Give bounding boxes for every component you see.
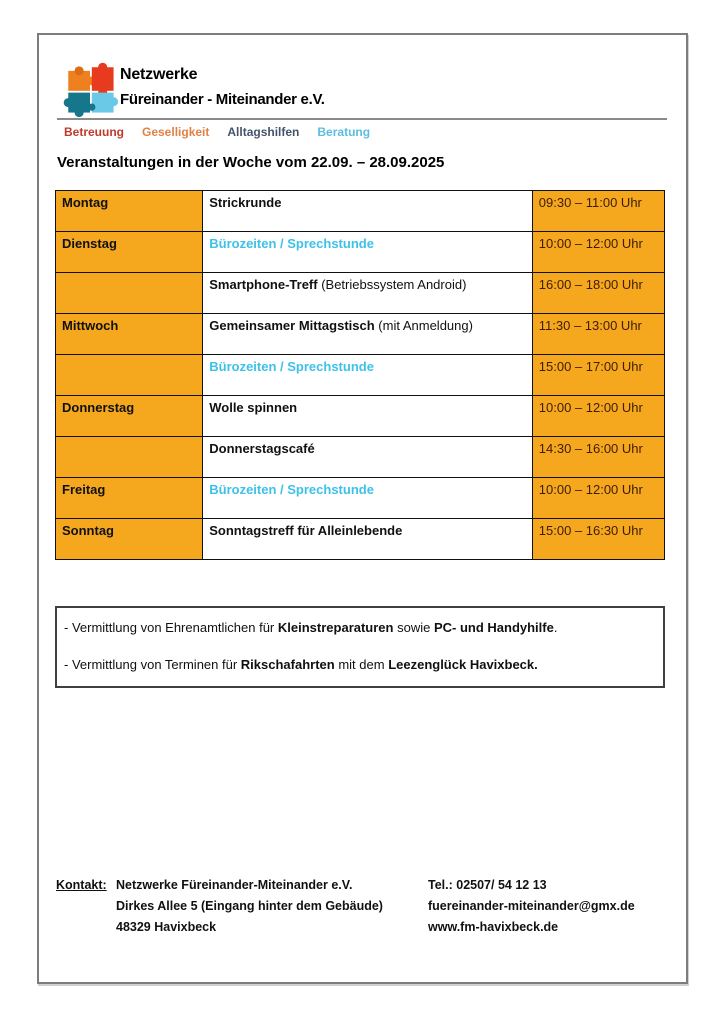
event-cell <box>203 519 533 560</box>
day-cell <box>56 396 203 437</box>
time-label: 16:00 – 18:00 Uhr <box>538 277 643 292</box>
info-text: mit dem <box>334 657 389 672</box>
event-note: (mit Anmeldung) <box>374 318 473 333</box>
day-cell <box>56 519 203 560</box>
event-label: Donnerstagscafé <box>209 441 315 456</box>
info-text-bold: PC- und Handyhilfe <box>433 620 554 635</box>
info-line-2 <box>64 657 656 672</box>
day-label: Mittwoch <box>62 318 119 333</box>
header-divider <box>57 118 667 120</box>
event-cell <box>203 437 533 478</box>
time-cell <box>532 232 664 273</box>
contact-website[interactable]: www.fm-havixbeck.de <box>428 920 559 934</box>
day-cell <box>56 437 203 478</box>
event-cell <box>203 273 533 314</box>
event-label: Bürozeiten / Sprechstunde <box>209 236 374 251</box>
nav-bar <box>64 125 370 139</box>
event-label: Bürozeiten / Sprechstunde <box>209 359 374 374</box>
event-cell <box>203 396 533 437</box>
event-label: Gemeinsamer Mittagstisch <box>209 318 375 333</box>
time-label: 09:30 – 11:00 Uhr <box>538 195 642 210</box>
nav-item-geselligkeit[interactable]: Geselligkeit <box>142 125 210 139</box>
contact-email[interactable]: fuereinander-miteinander@gmx.de <box>428 899 635 913</box>
time-label: 11:30 – 13:00 Uhr <box>538 318 642 333</box>
contact-label: Kontakt: <box>56 878 107 892</box>
nav-item-beratung[interactable]: Beratung <box>317 125 371 139</box>
event-cell <box>203 314 533 355</box>
contact-street: Dirkes Allee 5 (Eingang hinter dem Gebäude) <box>116 899 383 913</box>
day-cell <box>56 478 203 519</box>
contact-details <box>428 875 635 938</box>
day-label: Donnerstag <box>62 400 135 415</box>
time-label: 15:00 – 16:30 Uhr <box>538 523 643 538</box>
table-row <box>56 232 665 273</box>
time-cell <box>532 396 664 437</box>
info-line-1 <box>64 620 656 635</box>
time-label: 10:00 – 12:00 Uhr <box>538 400 643 415</box>
time-cell <box>532 478 664 519</box>
info-text-bold: Rikschafahrten <box>240 657 335 672</box>
time-cell <box>532 314 664 355</box>
weekly-schedule-table <box>55 190 665 560</box>
table-row <box>56 396 665 437</box>
event-label: Bürozeiten / Sprechstunde <box>209 482 374 497</box>
day-label: Sonntag <box>62 523 114 538</box>
event-label: Strickrunde <box>209 195 282 210</box>
time-label: 10:00 – 12:00 Uhr <box>538 482 643 497</box>
event-cell <box>203 232 533 273</box>
day-label: Freitag <box>62 482 106 497</box>
info-text: - Vermittlung von Ehrenamtlichen für <box>64 620 278 635</box>
table-row <box>56 519 665 560</box>
puzzle-logo-icon <box>61 60 119 118</box>
event-note: (Betriebssystem Android) <box>317 277 467 292</box>
day-label: Dienstag <box>62 236 117 251</box>
info-text: sowie <box>393 620 434 635</box>
info-text-bold: Kleinstreparaturen <box>277 620 394 635</box>
time-cell <box>532 437 664 478</box>
time-label: 14:30 – 16:00 Uhr <box>538 441 643 456</box>
time-cell <box>532 355 664 396</box>
info-text: - Vermittlung von Terminen für <box>64 657 241 672</box>
event-label: Smartphone-Treff <box>209 277 318 292</box>
nav-item-betreuung[interactable]: Betreuung <box>64 125 124 139</box>
time-cell <box>532 273 664 314</box>
info-text-bold: Leezenglück Havixbeck. <box>388 657 538 672</box>
services-info-box <box>55 606 665 688</box>
contact-address <box>116 875 383 938</box>
table-row <box>56 314 665 355</box>
event-cell <box>203 355 533 396</box>
day-cell <box>56 232 203 273</box>
nav-item-alltagshilfen[interactable]: Alltagshilfen <box>227 125 300 139</box>
table-row <box>56 437 665 478</box>
page-title: Veranstaltungen in der Woche vom 22.09. – 28.09.2025 <box>57 154 445 171</box>
time-label: 15:00 – 17:00 Uhr <box>538 359 643 374</box>
contact-city: 48329 Havixbeck <box>116 920 217 934</box>
logo-text-line1: Netzwerke <box>120 66 198 83</box>
day-cell <box>56 355 203 396</box>
event-label: Wolle spinnen <box>209 400 298 415</box>
day-cell <box>56 314 203 355</box>
time-cell <box>532 519 664 560</box>
table-row <box>56 191 665 232</box>
day-cell <box>56 191 203 232</box>
day-label: Montag <box>62 195 109 210</box>
table-row <box>56 273 665 314</box>
logo-text-line2: Füreinander - Miteinander e.V. <box>120 91 325 108</box>
table-row <box>56 478 665 519</box>
event-cell <box>203 478 533 519</box>
flyer-sheet <box>37 33 688 984</box>
time-label: 10:00 – 12:00 Uhr <box>538 236 643 251</box>
day-cell <box>56 273 203 314</box>
contact-phone: Tel.: 02507/ 54 12 13 <box>428 878 547 892</box>
table-row <box>56 355 665 396</box>
event-cell <box>203 191 533 232</box>
contact-org: Netzwerke Füreinander-Miteinander e.V. <box>116 878 353 892</box>
event-label: Sonntagstreff für Alleinlebende <box>209 523 403 538</box>
time-cell <box>532 191 664 232</box>
info-text: . <box>553 620 558 635</box>
